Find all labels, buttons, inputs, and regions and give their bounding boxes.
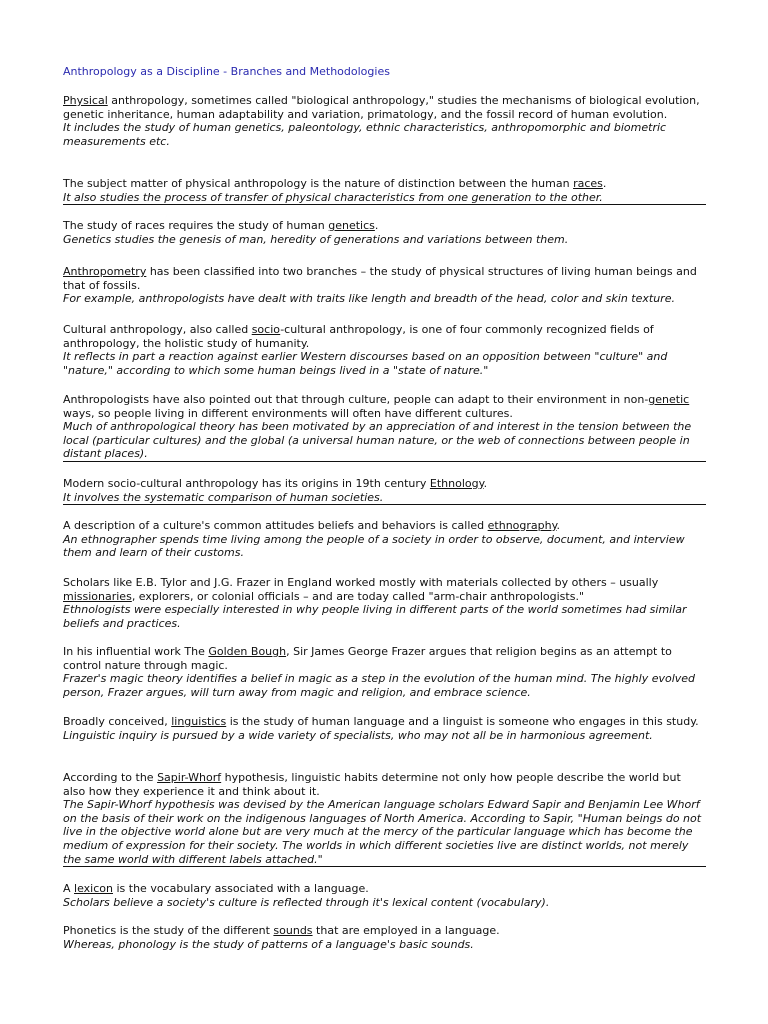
paragraph-text: The study of races requires the study of human genetics.	[63, 219, 379, 232]
paragraph-italic: Genetics studies the genesis of man, heredity of generations and variations between them.	[63, 232, 569, 246]
term-link[interactable]: Sapir-Whorf	[157, 771, 222, 784]
term-link[interactable]: Ethnology	[429, 477, 484, 490]
paragraph-italic: Scholars believe a society's culture is reflected through it's lexical content (vocabulary).	[63, 895, 550, 909]
paragraph-phonetics	[63, 924, 706, 951]
paragraph-italic: It includes the study of human genetics, paleontology, ethnic characteristics, anthropomorphic and biometric measurements etc.	[63, 121, 667, 148]
paragraph-italic: Ethnologists were especially interested in why people living in different parts of the world sometimes had similar beliefs and practices.	[63, 603, 687, 630]
paragraph-text: Physical anthropology, sometimes called "biological anthropology," studies the mechanisms of biological evolution, genetic inheritance, human adaptability and variation, primatology, and the fossil record of human evolution.	[63, 94, 700, 121]
term-link[interactable]: missionaries	[63, 589, 132, 603]
paragraph-ethnology	[63, 477, 706, 505]
paragraph-sapir-whorf	[63, 771, 706, 867]
paragraph-text: Modern socio-cultural anthropology has its origins in 19th century Ethnology.	[63, 477, 488, 490]
paragraph-text: Scholars like E.B. Tylor and J.G. Frazer in England worked mostly with materials collected by others – usually missionaries, explorers, or colonial officials – and are today called "arm-chair anthropologists."	[63, 576, 659, 603]
paragraph-scholars	[63, 576, 706, 630]
paragraph-races	[63, 177, 706, 205]
paragraph-text: Phonetics is the study of the different sounds that are employed in a language.	[63, 924, 500, 937]
paragraph-text: A lexicon is the vocabulary associated with a language.	[63, 882, 369, 895]
paragraph-text: Broadly conceived, linguistics is the study of human language and a linguist is someone who engages in this study.	[63, 715, 699, 728]
term-link[interactable]: genetics	[328, 219, 375, 232]
paragraph-italic: Whereas, phonology is the study of patterns of a language's basic sounds.	[63, 937, 474, 951]
paragraph-text: Anthropometry has been classified into two branches – the study of physical structures of living human beings and that of fossils.	[63, 265, 697, 292]
paragraph-italic: Linguistic inquiry is pursued by a wide variety of specialists, who may not all be in harmonious agreement.	[63, 728, 653, 742]
paragraph-genetics	[63, 219, 706, 246]
paragraph-italic: For example, anthropologists have dealt with traits like length and breadth of the head, color and skin texture.	[63, 292, 675, 306]
paragraph-text: The subject matter of physical anthropology is the nature of distinction between the human races.	[63, 177, 607, 190]
term-link[interactable]: lexicon	[74, 882, 113, 895]
paragraph-italic: It also studies the process of transfer of physical characteristics from one generation to the other.	[63, 190, 603, 204]
term-link[interactable]: socio	[251, 323, 281, 336]
paragraph-italic: Frazer's magic theory identifies a belief in magic as a step in the evolution of the human mind. The highly evolved person, Frazer argues, will turn away from magic and religion, and embrace science.	[63, 672, 696, 699]
paragraph-italic: The Sapir-Whorf hypothesis was devised by the American language scholars Edward Sapir and Benjamin Lee Whorf on the basis of their work on the indigenous languages of North America. According to Sapir, "Human beings do not live in the objective world alone but are very much at the mercy of the particular language which has become the medium of expression for their society. The worlds in which different societies live are distinct worlds, not merely the same world with different labels attached."	[63, 798, 702, 866]
document-title: Anthropology as a Discipline - Branches and Methodologies	[63, 65, 390, 78]
paragraph-text: Cultural anthropology, also called socio-cultural anthropology, is one of four commonly recognized fields of anthropology, the holistic study of humanity.	[63, 323, 654, 350]
paragraph-text: Anthropologists have also pointed out that through culture, people can adapt to their environment in non-genetic ways, so people living in different environments will often have different cultures.	[63, 393, 690, 420]
paragraph-ethnography	[63, 519, 706, 560]
paragraph-text: In his influential work The Golden Bough, Sir James George Frazer argues that religion begins as an attempt to control nature through magic.	[63, 645, 672, 672]
term-link[interactable]: sounds	[273, 924, 313, 937]
term-link[interactable]: races	[573, 177, 603, 190]
term-link[interactable]: ethnography	[487, 519, 557, 532]
term-link[interactable]: Golden Bough	[208, 645, 287, 658]
term-link[interactable]: Physical	[63, 94, 108, 107]
paragraph-text: A description of a culture's common attitudes beliefs and behaviors is called ethnography.	[63, 519, 561, 532]
paragraph-physical	[63, 94, 706, 148]
paragraph-linguistics	[63, 715, 706, 742]
paragraph-anthropometry	[63, 265, 706, 306]
paragraph-cultural	[63, 323, 706, 377]
paragraph-italic: Much of anthropological theory has been motivated by an appreciation of and interest in the tension between the local (particular cultures) and the global (a universal human nature, or the web of connections between people in distant places).	[63, 420, 692, 461]
paragraph-italic: It reflects in part a reaction against earlier Western discourses based on an opposition between "culture" and "nature," according to which some human beings lived in a "state of nature."	[63, 350, 668, 377]
paragraph-lexicon	[63, 882, 706, 909]
paragraph-text: According to the Sapir-Whorf hypothesis, linguistic habits determine not only how people describe the world but also how they experience it and think about it.	[63, 771, 681, 798]
paragraph-italic: It involves the systematic comparison of human societies.	[63, 490, 384, 504]
paragraph-golden-bough	[63, 645, 706, 699]
paragraph-adaptation	[63, 393, 706, 462]
term-link[interactable]: genetic	[648, 393, 690, 406]
term-link[interactable]: linguistics	[171, 715, 227, 728]
term-link[interactable]: Anthropometry	[63, 265, 147, 278]
paragraph-italic: An ethnographer spends time living among the people of a society in order to observe, document, and interview them and learn of their customs.	[63, 532, 685, 560]
